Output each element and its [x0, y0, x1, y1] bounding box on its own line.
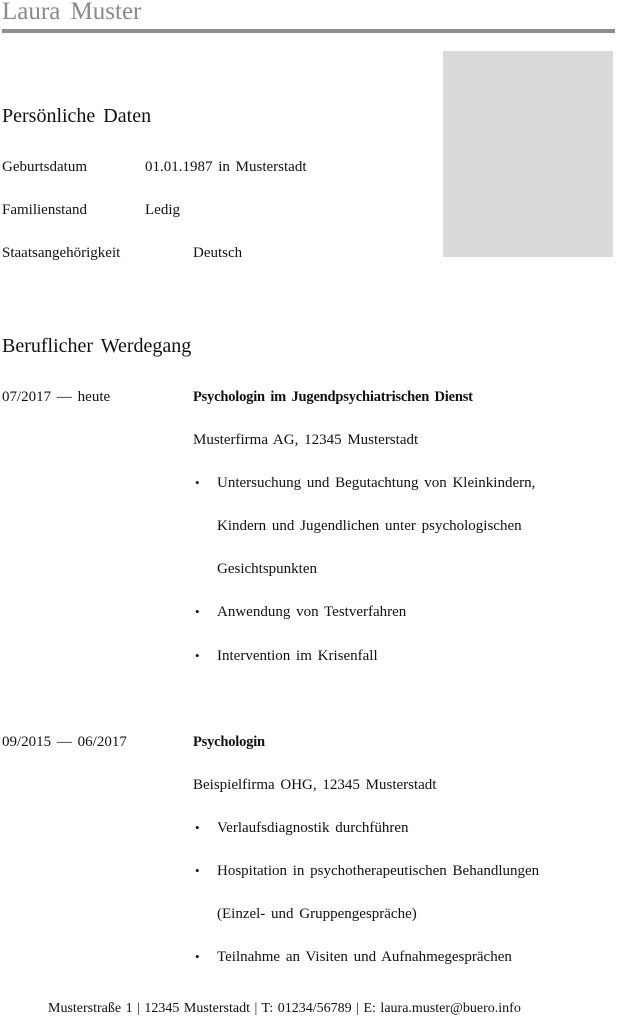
- entry-period: 09/2015 — 06/2017: [2, 734, 127, 750]
- section-title-personal: Persönliche Daten: [2, 105, 152, 127]
- value-nationality: Deutsch: [193, 245, 243, 261]
- bullet-text: Teilnahme an Visiten und Aufnahmegesprächen: [217, 949, 512, 965]
- bullet-icon: •: [195, 604, 200, 619]
- label-birthdate: Geburtsdatum: [2, 159, 87, 175]
- entry-period: 07/2017 — heute: [2, 389, 111, 405]
- bullet-text: Gesichtspunkten: [217, 561, 317, 577]
- bullet-icon: •: [195, 863, 200, 878]
- bullet-text: Intervention im Krisenfall: [217, 648, 378, 664]
- entry-position: Psychologin: [193, 734, 265, 750]
- bullet-icon: •: [195, 648, 200, 663]
- bullet-icon: •: [195, 949, 200, 964]
- bullet-icon: •: [195, 475, 200, 490]
- photo-placeholder: [443, 51, 613, 257]
- bullet-text: Verlaufsdiagnostik durchführen: [217, 820, 409, 836]
- entry-position: Psychologin im Jugendpsychiatrischen Dienst: [193, 389, 473, 405]
- bullet-text: (Einzel- und Gruppengespräche): [217, 906, 417, 922]
- entry-company: Musterfirma AG, 12345 Musterstadt: [193, 432, 419, 448]
- bullet-text: Kindern und Jugendlichen unter psychologischen: [217, 518, 522, 534]
- bullet-text: Anwendung von Testverfahren: [217, 604, 407, 620]
- header-divider: [2, 29, 615, 33]
- footer-contact: Musterstraße 1 | 12345 Musterstadt | T: 01234/56789 | E: laura.muster@buero.info: [48, 1001, 521, 1016]
- bullet-text: Untersuchung und Begutachtung von Kleinkindern,: [217, 475, 536, 491]
- label-marital-status: Familienstand: [2, 202, 87, 218]
- value-birthdate: 01.01.1987 in Musterstadt: [145, 159, 307, 175]
- entry-company: Beispielfirma OHG, 12345 Musterstadt: [193, 777, 437, 793]
- section-title-career: Beruflicher Werdegang: [2, 335, 192, 357]
- label-nationality: Staatsangehörigkeit: [2, 245, 121, 261]
- bullet-icon: •: [195, 820, 200, 835]
- value-marital-status: Ledig: [145, 202, 180, 218]
- bullet-text: Hospitation in psychotherapeutischen Behandlungen: [217, 863, 540, 879]
- applicant-name: Laura Muster: [2, 0, 142, 25]
